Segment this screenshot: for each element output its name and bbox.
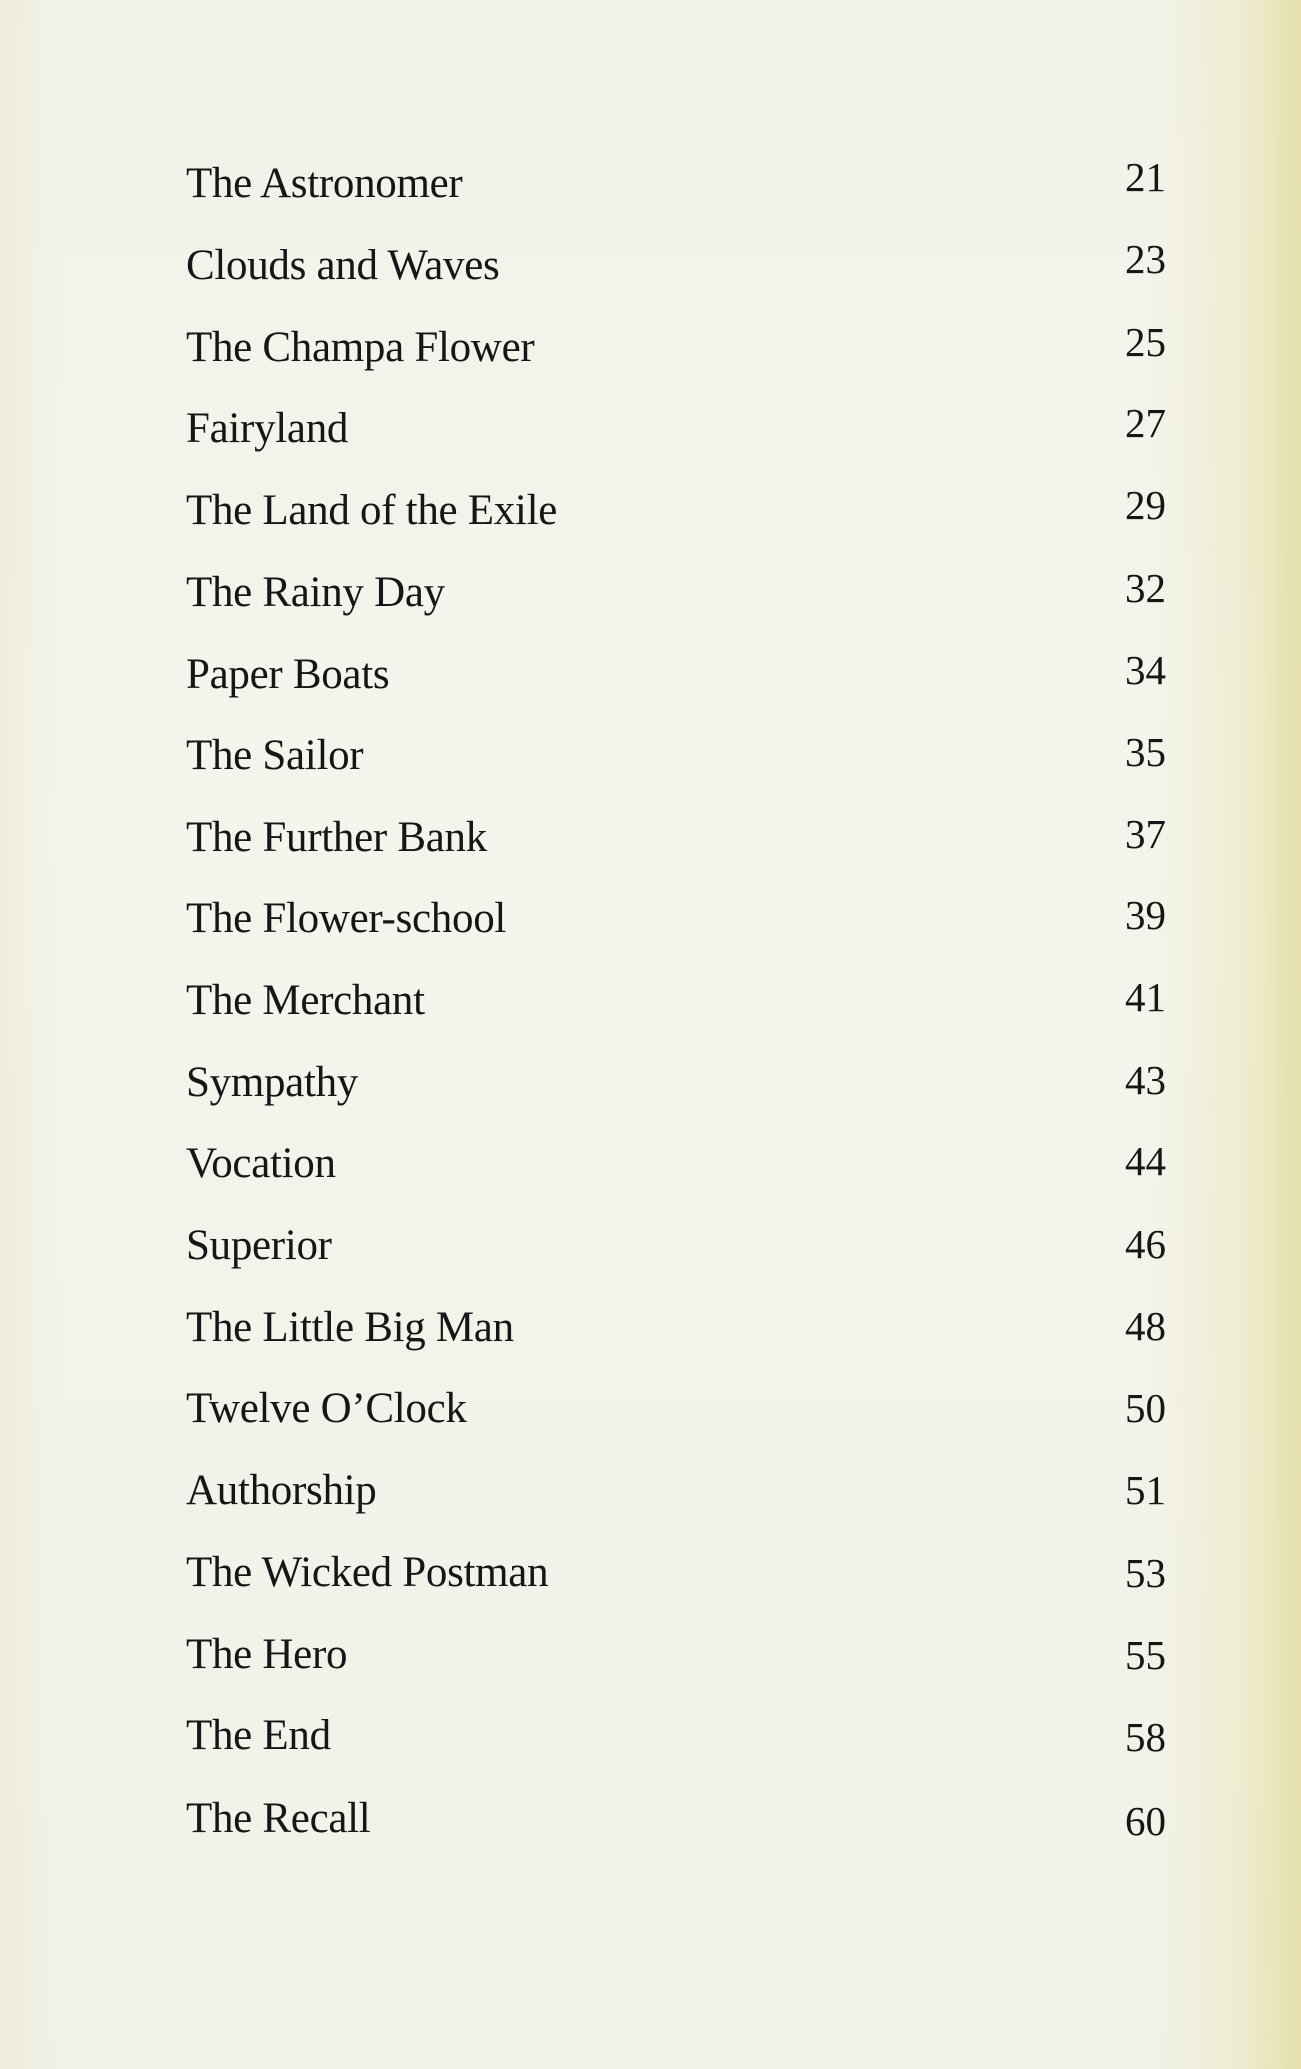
toc-entry <box>0 811 1301 876</box>
toc-entry-title: Clouds and Waves <box>186 242 500 289</box>
toc-entry-page-number: 43 <box>1125 1057 1166 1103</box>
toc-entry-page-number: 46 <box>1125 1221 1166 1267</box>
toc-entry-page-number: 44 <box>1125 1138 1166 1184</box>
toc-entry <box>0 1138 1301 1202</box>
toc-entry <box>0 729 1301 794</box>
toc-entry <box>0 1551 1301 1611</box>
toc-entry-page-number: 58 <box>1125 1714 1166 1760</box>
toc-entry <box>0 236 1301 304</box>
toc-entry-title: Vocation <box>186 1140 336 1187</box>
toc-entry-page-number: 21 <box>1125 154 1166 200</box>
toc-entry-title: Sympathy <box>186 1059 358 1106</box>
toc-entry <box>0 892 1301 957</box>
toc-entry <box>0 154 1301 222</box>
toc-entry-page-number: 48 <box>1125 1303 1166 1349</box>
toc-entry <box>0 647 1301 713</box>
toc-entry-title: Twelve O’Clock <box>186 1385 467 1432</box>
toc-entry <box>0 319 1301 386</box>
toc-entry-page-number: 53 <box>1125 1550 1166 1596</box>
toc-entry <box>0 1387 1301 1447</box>
toc-entry <box>0 1469 1301 1529</box>
toc-entry-page-number: 29 <box>1125 482 1166 528</box>
toc-entry <box>0 1221 1301 1284</box>
toc-entry-page-number: 39 <box>1125 892 1166 938</box>
toc-entry-page-number: 23 <box>1125 236 1166 282</box>
toc-entry <box>0 1714 1301 1774</box>
toc-entry-title: The Champa Flower <box>186 324 535 371</box>
toc-entry <box>0 1057 1301 1121</box>
toc-entry-title: The Sailor <box>186 732 364 779</box>
toc-entry-page-number: 27 <box>1125 400 1166 446</box>
toc-entry <box>0 1797 1301 1857</box>
toc-entry-title: The Land of the Exile <box>186 487 558 534</box>
toc-entry-title: The Hero <box>186 1631 348 1678</box>
toc-entry-page-number: 51 <box>1125 1467 1166 1513</box>
toc-entry <box>0 1303 1301 1366</box>
toc-entry-title: Authorship <box>186 1467 377 1514</box>
toc-entry-title: The Recall <box>186 1795 371 1842</box>
toc-entry-page-number: 60 <box>1125 1798 1166 1844</box>
toc-entry <box>0 400 1301 467</box>
toc-entry-title: The Little Big Man <box>186 1304 514 1351</box>
toc-entry-title: The Wicked Postman <box>186 1549 549 1596</box>
toc-entry <box>0 482 1301 549</box>
toc-entry <box>0 565 1301 631</box>
toc-entry-title: The Astronomer <box>186 160 463 207</box>
toc-entry-page-number: 50 <box>1125 1385 1166 1431</box>
toc-entry-page-number: 55 <box>1125 1632 1166 1678</box>
toc-entry-title: Paper Boats <box>186 651 390 698</box>
toc-entry-title: The Rainy Day <box>186 569 445 616</box>
toc-entry-page-number: 34 <box>1125 647 1166 693</box>
toc-entry-page-number: 32 <box>1125 565 1166 611</box>
toc-entry-page-number: 41 <box>1125 974 1166 1020</box>
toc-entry <box>0 1633 1301 1693</box>
toc-entry-title: The Merchant <box>186 977 425 1024</box>
toc-entry-title: The End <box>186 1712 331 1759</box>
toc-entry-page-number: 37 <box>1125 811 1166 857</box>
toc-entry <box>0 974 1301 1039</box>
toc-entry-title: The Further Bank <box>186 814 487 861</box>
toc-entry-title: The Flower-school <box>186 895 507 942</box>
toc-entry-page-number: 25 <box>1125 319 1166 365</box>
toc-entry-page-number: 35 <box>1125 729 1166 775</box>
toc-entry-title: Fairyland <box>186 405 349 452</box>
toc-entry-title: Superior <box>186 1222 332 1269</box>
